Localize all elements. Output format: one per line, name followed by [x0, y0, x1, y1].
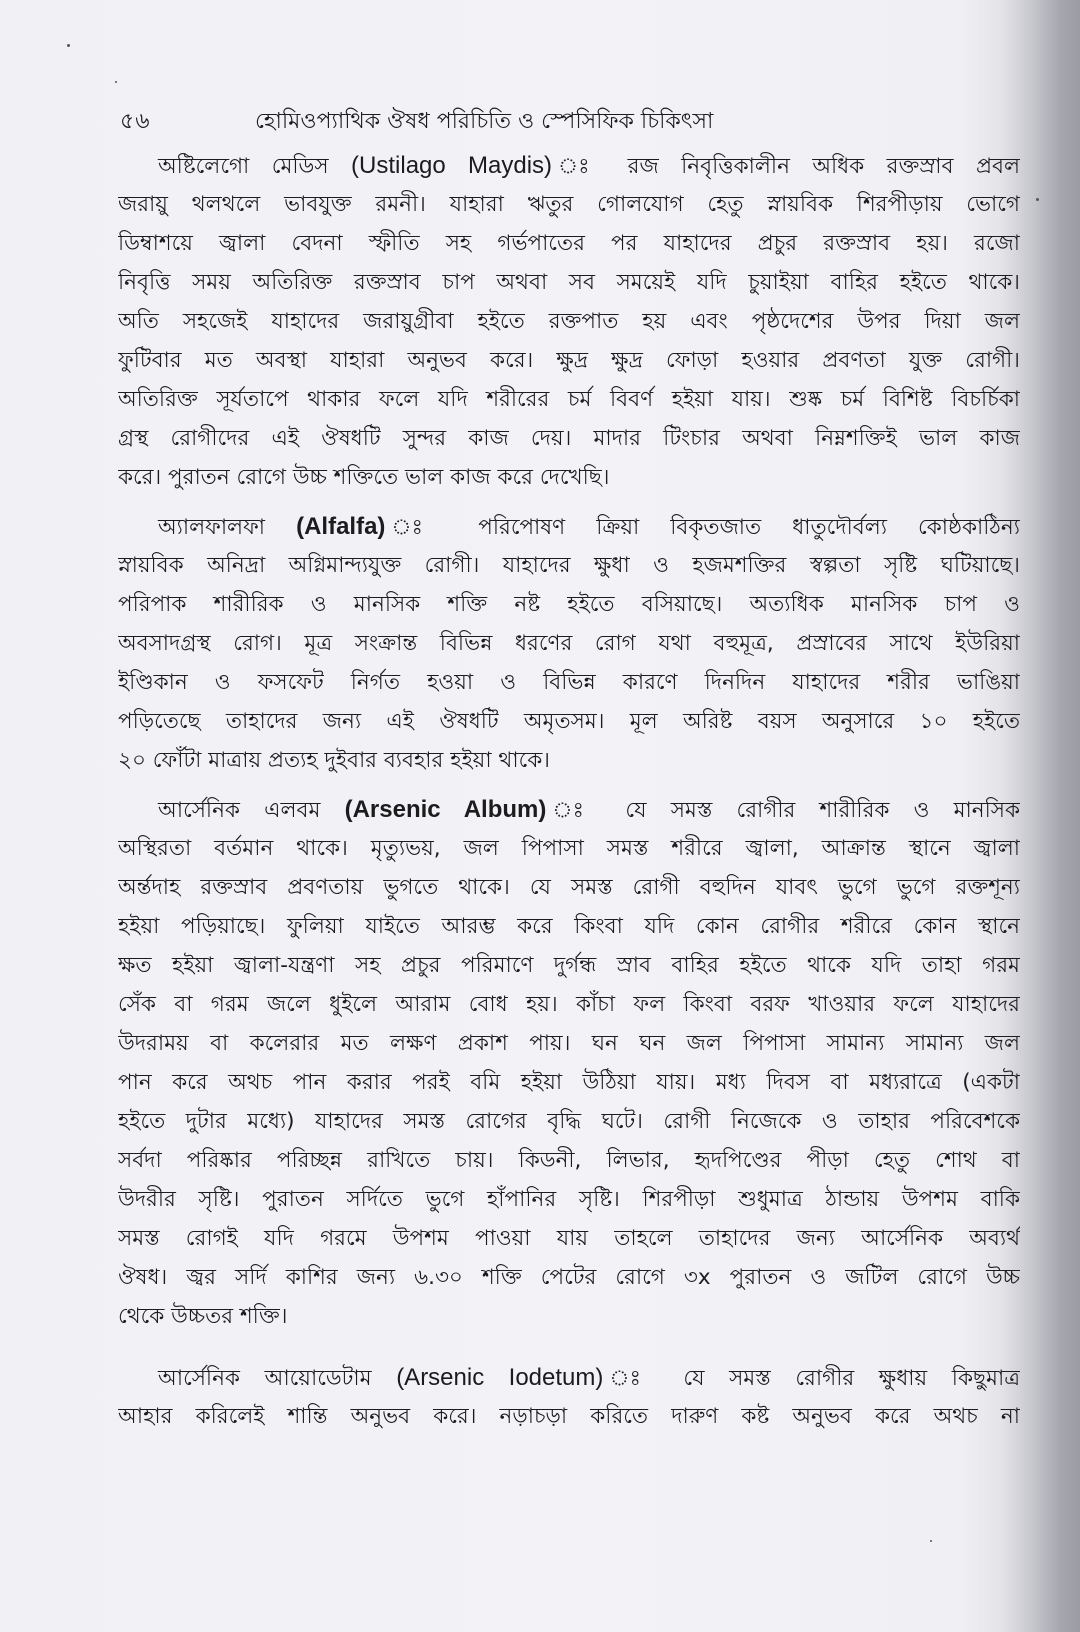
text-line: ঃ রজ নিবৃত্তিকালীন অধিক রক্তস্রাব প্রবল: [605, 154, 1020, 179]
text-line: গ্রস্থ রোগীদের এই ঔষধটি সুন্দর কাজ দেয়। মাদার টিংচার অথবা নিম্নশক্তিই ভাল কাজ: [118, 426, 1020, 451]
entry-heading-line: [118, 1358, 1020, 1397]
text-line: অস্থিরতা বর্তমান থাকে। মৃত্যুভয়, জল পিপাসা সমস্ত শরীরে জ্বালা, আক্রান্ত স্থানে জ্বালা: [118, 836, 1020, 861]
text-line: পান করে অথচ পান করার পরই বমি হইয়া উঠিয়া যায়। মধ্য দিবস বা মধ্যরাত্রে (একটা: [118, 1070, 1020, 1095]
entry-name-latin: (Ustilago Maydis): [351, 152, 553, 179]
entry-name-bengali: অ্যালফালফা: [158, 515, 266, 540]
entry-alfalfa: [118, 507, 1020, 780]
text-line: জরায়ু থলথলে ভাবযুক্ত রমনী। যাহারা ঋতুর গোলযোগ হেতু স্নায়বিক শিরপীড়ায় ভোগে: [118, 192, 1020, 217]
text-line: অতি সহজেই যাহাদের জরায়ুগ্রীবা হইতে রক্তপাত হয় এবং পৃষ্ঠদেশের উপর দিয়া জল: [118, 309, 1020, 334]
scan-speck: [115, 81, 117, 83]
text-line: সেঁক বা গরম জলে ধুইলে আরাম বোধ হয়। কাঁচা ফল কিংবা বরফ খাওয়ার ফলে যাহাদের: [118, 992, 1020, 1017]
text-line: নিবৃত্তি সময় অতিরিক্ত রক্তস্রাব চাপ অথবা সব সময়েই যদি চুয়াইয়া বাহির হইতে থাকে।: [118, 270, 1020, 295]
entry-heading-line: [118, 507, 1020, 546]
text-line: স্নায়বিক অনিদ্রা অগ্নিমান্দ্যযুক্ত রোগী। যাহাদের ক্ষুধা ও হজমশক্তির স্বল্পতা সৃষ্টি ঘটিয়াছে।: [118, 553, 1020, 578]
text-line: ঃ যে সমস্ত রোগীর ক্ষুধায় কিছুমাত্র: [658, 1366, 1020, 1391]
text-line: অতিরিক্ত সূর্যতাপে থাকার ফলে যদি শরীরের চর্ম বিবর্ণ হইয়া যায়। শুষ্ক চর্ম বিশিষ্ট বিচর্চিকা: [118, 387, 1020, 412]
text-line: ঃ যে সমস্ত রোগীর শারীরিক ও মানসিক: [601, 798, 1020, 823]
page-header: [120, 104, 1020, 140]
entry-name-latin: (Arsenic Album): [344, 796, 547, 823]
body-text: [118, 146, 1020, 1436]
text-line: উদরীর সৃষ্টি। পুরাতন সর্দিতে ভুগে হাঁপানির সৃষ্টি। শিরপীড়া শুধুমাত্র ঠান্ডায় উপশম বাকি: [118, 1187, 1020, 1212]
text-line: ডিম্বাশয়ে জ্বালা বেদনা স্ফীতি সহ গর্ভপাতের পর যাহাদের প্রচুর রক্তস্রাব হয়। রজো: [118, 231, 1020, 256]
entry-name-bengali: আর্সেনিক আয়োডেটাম: [158, 1366, 372, 1391]
entry-name-latin: (Arsenic Iodetum): [396, 1364, 604, 1391]
text-line: ঃ পরিপোষণ ক্রিয়া বিকৃতজাত ধাতুদৌর্বল্য কোষ্ঠকাঠিন্য: [447, 515, 1020, 540]
text-line: সর্বদা পরিষ্কার পরিচ্ছন্ন রাখিতে চায়। কিডনী, লিভার, হৃদপিণ্ডের পীড়া হেতু শোথ বা: [118, 1148, 1020, 1173]
text-line: ঔষধ। জ্বর সর্দি কাশির জন্য ৬.৩০ শক্তি পেটের রোগে ৩x পুরাতন ও জটিল রোগে উচ্চ: [118, 1265, 1020, 1290]
text-line: ২০ ফোঁটা মাত্রায় প্রত্যহ দুইবার ব্যবহার হইয়া থাকে।: [118, 748, 550, 773]
text-line: হইয়া পড়িয়াছে। ফুলিয়া যাইতে আরম্ভ করে কিংবা যদি কোন রোগীর শরীরে কোন স্থানে: [118, 914, 1020, 939]
text-line: হইতে দুটার মধ্যে) যাহাদের সমস্ত রোগের বৃদ্ধি ঘটে। রোগী নিজেকে ও তাহার পরিবেশকে: [118, 1109, 1020, 1134]
entry-arsenic-album: [118, 790, 1020, 1336]
entry-heading-line: [118, 790, 1020, 829]
scan-speck: [67, 44, 70, 47]
page-number: ৫৬: [120, 109, 151, 134]
text-line: সমস্ত রোগই যদি গরমে উপশম পাওয়া যায় তাহলে তাহাদের জন্য আর্সেনিক অব্যর্থ: [118, 1226, 1020, 1251]
text-line: উদরাময় বা কলেরার মত লক্ষণ প্রকাশ পায়। ঘন ঘন জল পিপাসা সামান্য সামান্য জল: [118, 1031, 1020, 1056]
entry-arsenic-iodetum: [118, 1358, 1020, 1436]
text-line: থেকে উচ্চতর শক্তি।: [118, 1304, 288, 1329]
text-line: অবসাদগ্রস্থ রোগ। মূত্র সংক্রান্ত বিভিন্ন ধরণের রোগ যথা বহুমূত্র, প্রস্রাবের সাথে ইউরিয়া: [118, 631, 1020, 656]
text-line: আহার করিলেই শান্তি অনুভব করে। নড়াচড়া করিতে দারুণ কষ্ট অনুভব করে অথচ না: [118, 1404, 1020, 1429]
running-title: হোমিওপ্যাথিক ঔষধ পরিচিতি ও স্পেসিফিক চিকিৎসা: [255, 109, 714, 134]
scan-speck: [1036, 198, 1039, 201]
text-line: অর্ন্তদাহ রক্তস্রাব প্রবণতায় ভুগতে থাকে। যে সমস্ত রোগী বহুদিন যাবৎ ভুগে ভুগে রক্তশূন্য: [118, 875, 1020, 900]
text-line: করে। পুরাতন রোগে উচ্চ শক্তিতে ভাল কাজ করে দেখেছি।: [118, 465, 610, 490]
text-line: ক্ষত হইয়া জ্বালা-যন্ত্রণা সহ প্রচুর পরিমাণে দুর্গন্ধ স্রাব বাহির হইতে থাকে যদি তাহা গরম: [118, 953, 1020, 978]
text-line: ইণ্ডিকান ও ফসফেট নির্গত হওয়া ও বিভিন্ন কারণে দিনদিন যাহাদের শরীর ভাঙিয়া: [118, 670, 1020, 695]
text-line: পরিপাক শারীরিক ও মানসিক শক্তি নষ্ট হইতে বসিয়াছে। অত্যধিক মানসিক চাপ ও: [118, 592, 1020, 617]
entry-name-bengali: অষ্টিলেগো মেডিস: [158, 154, 329, 179]
scan-speck: [930, 1540, 932, 1542]
text-line: ফুটিবার মত অবস্থা যাহারা অনুভব করে। ক্ষুদ্র ক্ষুদ্র ফোড়া হওয়ার প্রবণতা যুক্ত রোগী।: [118, 348, 1020, 373]
text-line: পড়িতেছে তাহাদের জন্য এই ঔষধটি অমৃতসম। মূল অরিষ্ট বয়স অনুসারে ১০ হইতে: [118, 709, 1020, 734]
entry-ustilago-maydis: [118, 146, 1020, 497]
entry-heading-line: [118, 146, 1020, 185]
entry-name-bengali: আর্সেনিক এলবম: [158, 798, 321, 823]
entry-name-latin: (Alfalfa): [296, 513, 386, 540]
